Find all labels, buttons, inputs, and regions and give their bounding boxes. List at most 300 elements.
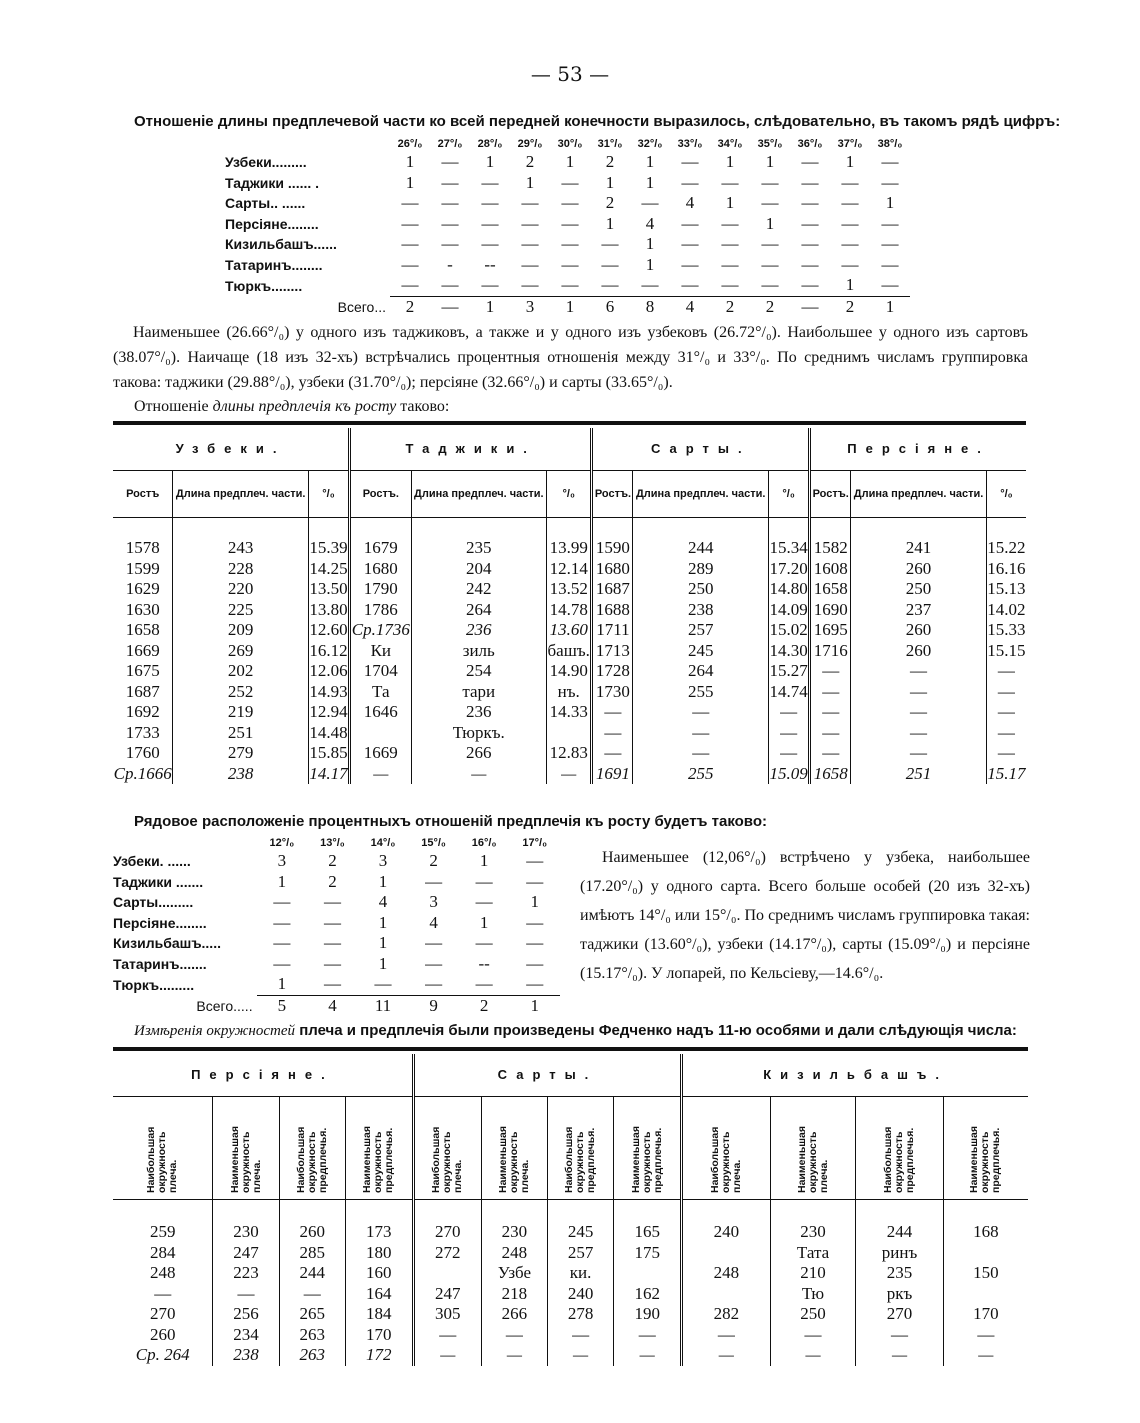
cell: 12.60 <box>309 620 348 640</box>
cell: — <box>881 213 899 233</box>
cell: — <box>561 213 579 233</box>
cell: 266 <box>411 743 547 764</box>
cell: 1704 <box>350 661 411 682</box>
sub-header <box>279 1097 345 1200</box>
cell: — <box>881 234 899 254</box>
cell: — <box>401 234 419 254</box>
col-header: 34°/₀ <box>717 138 743 150</box>
total-cell: 6 <box>590 296 630 317</box>
cell <box>943 1243 1028 1264</box>
group-header: Сарты. <box>413 1054 681 1097</box>
col-header: 29°/₀ <box>517 138 543 150</box>
cell: 4 <box>429 912 438 932</box>
cell: — <box>413 1345 481 1366</box>
spacer-cell <box>173 518 309 539</box>
cell: — <box>851 682 987 703</box>
sub-header <box>770 1097 856 1200</box>
col-header: 32°/₀ <box>637 138 663 150</box>
total-cell: — <box>430 296 470 317</box>
cell: 15.85 <box>309 743 348 763</box>
cell: 1 <box>845 152 855 172</box>
row-label: Узбеки. ...... <box>113 853 191 870</box>
table4-caption-italic: Измѣренія окружностей <box>134 1023 296 1039</box>
cell: — <box>481 213 499 233</box>
cell: — <box>681 275 699 295</box>
cell: — <box>425 871 443 891</box>
cell: 259 <box>149 1222 176 1242</box>
cell: 3 <box>277 851 287 871</box>
cell: 1 <box>378 953 388 973</box>
cell: — <box>761 193 779 213</box>
cell: — <box>401 254 419 274</box>
table2-top-rule <box>113 421 1026 425</box>
cell: 1669 <box>350 743 411 764</box>
table-row <box>113 1243 1028 1264</box>
cell: 289 <box>633 559 769 580</box>
cell: 1608 <box>810 559 851 580</box>
sub-header: °/₀ <box>308 471 349 518</box>
cell: ки. <box>548 1263 614 1284</box>
row-label: Сарты.. ...... <box>225 195 306 212</box>
cell: — <box>810 723 851 744</box>
sub-header: Длина предплеч. части. <box>411 471 547 518</box>
table-row <box>225 152 910 173</box>
spacer-cell <box>113 1200 213 1223</box>
cell: — <box>761 172 779 192</box>
cell: 1687 <box>592 579 633 600</box>
table1-caption: Отношеніе длины предплечевой части ко всей передней конечности выразилось, слѣдовательно, въ такомъ рядѣ цифръ: <box>134 113 1061 130</box>
cell: 236 <box>411 620 547 641</box>
total-cell: — <box>790 296 830 317</box>
cell: — <box>986 743 1026 764</box>
cell: Тю <box>770 1284 856 1305</box>
cell: 15.02 <box>769 620 808 640</box>
cell: — <box>841 254 859 274</box>
cell: — <box>881 172 899 192</box>
cell: — <box>411 764 547 785</box>
sub-header: Длина предплеч. части. <box>851 471 987 518</box>
cell: 13.50 <box>309 579 348 599</box>
cell: 15.39 <box>309 538 348 558</box>
cell: 12.94 <box>309 702 348 722</box>
cell: 305 <box>413 1304 481 1325</box>
col-header: 31°/₀ <box>597 138 623 150</box>
cell: — <box>769 723 810 744</box>
cell: 1687 <box>125 681 160 701</box>
cell: Тюркъ. <box>411 723 547 744</box>
group-header: Кизильбашъ. <box>682 1054 1028 1097</box>
cell: 4 <box>378 892 388 912</box>
cell: 1680 <box>350 559 411 580</box>
cell <box>682 1284 770 1305</box>
cell: 230 <box>770 1222 856 1243</box>
cell: 228 <box>173 559 309 580</box>
cell: — <box>441 213 459 233</box>
table-row <box>113 913 560 934</box>
cell: 1 <box>765 152 775 172</box>
cell: 264 <box>411 600 547 621</box>
spacer-cell <box>851 518 987 539</box>
cell: — <box>682 1325 770 1346</box>
table-row <box>113 1263 1028 1284</box>
spacer-cell <box>308 518 349 539</box>
cell: — <box>592 723 633 744</box>
cell: 252 <box>173 682 309 703</box>
cell: 1630 <box>125 599 160 619</box>
cell: — <box>810 702 851 723</box>
cell: 202 <box>173 661 309 682</box>
cell: — <box>841 172 859 192</box>
table2-caption <box>134 398 449 416</box>
cell: 14.78 <box>547 600 592 621</box>
cell: 1760 <box>125 743 160 763</box>
cell: 269 <box>173 641 309 662</box>
cell: 1691 <box>592 764 633 785</box>
cell: — <box>986 661 1026 682</box>
cell: — <box>561 254 579 274</box>
spacer-cell <box>682 1200 770 1223</box>
cell: 1 <box>845 275 855 295</box>
cell: 14.80 <box>769 579 808 599</box>
cell: Ср.1736 <box>350 620 411 641</box>
table3-percent-distribution <box>113 835 560 1016</box>
cell: 279 <box>173 743 309 764</box>
cell: — <box>943 1325 1028 1346</box>
total-cell: 4 <box>307 995 358 1016</box>
cell: 247 <box>413 1284 481 1305</box>
spacer-row <box>113 518 1026 539</box>
cell: 1786 <box>350 600 411 621</box>
cell: 15.17 <box>987 763 1026 783</box>
table-row <box>113 600 1026 621</box>
table-row <box>113 872 560 893</box>
cell: — <box>801 193 819 213</box>
cell: 247 <box>213 1243 279 1264</box>
cell: — <box>441 275 459 295</box>
table-row <box>225 214 910 235</box>
cell: — <box>770 1345 856 1366</box>
cell: 1690 <box>810 600 851 621</box>
cell: 243 <box>173 538 309 559</box>
spacer-cell <box>548 1200 614 1223</box>
cell: — <box>986 702 1026 723</box>
cell: 1 <box>605 172 615 192</box>
cell: — <box>526 953 544 973</box>
table-row <box>113 851 560 872</box>
cell: — <box>810 682 851 703</box>
cell: 260 <box>851 620 987 641</box>
cell: — <box>601 234 619 254</box>
cell: -- <box>478 953 490 973</box>
cell: 13.60 <box>547 620 592 641</box>
cell: 1675 <box>125 661 160 681</box>
cell: — <box>401 275 419 295</box>
sub-header <box>943 1097 1028 1200</box>
cell: — <box>547 764 592 785</box>
sub-header: °/₀ <box>769 471 810 518</box>
spacer-row <box>113 1200 1028 1223</box>
cell: 14.90 <box>547 661 592 682</box>
table-row <box>113 641 1026 662</box>
cell: 1 <box>525 172 535 192</box>
cell: 184 <box>345 1304 413 1325</box>
total-cell: 2 <box>830 296 870 317</box>
cell: — <box>475 933 493 953</box>
sub-header-text: Наибольшая окружность предплечья. <box>882 1126 917 1193</box>
cell: — <box>521 234 539 254</box>
sub-header-text: Наибольшая окружность плеча. <box>430 1126 465 1193</box>
cell: Тата <box>770 1243 856 1264</box>
sub-header <box>113 1097 213 1200</box>
cell: 278 <box>548 1304 614 1325</box>
col-header: 16°/₀ <box>471 837 497 849</box>
spacer-cell <box>614 1200 682 1223</box>
cell: 235 <box>411 538 547 559</box>
col-header: 28°/₀ <box>477 138 503 150</box>
cell: 13.80 <box>309 599 348 619</box>
cell: — <box>475 892 493 912</box>
sub-header-text: Наименьшая окружность предплечья. <box>361 1125 396 1193</box>
sub-header: Ростъ. <box>810 471 851 518</box>
total-cell: 2 <box>710 296 750 317</box>
table-row <box>113 723 1026 744</box>
cell: — <box>273 933 291 953</box>
cell: — <box>425 953 443 973</box>
total-cell: 2 <box>459 995 510 1016</box>
cell: — <box>441 193 459 213</box>
cell: — <box>526 851 544 871</box>
cell: 2 <box>328 871 337 891</box>
cell: 1679 <box>350 538 411 559</box>
cell: 220 <box>173 579 309 600</box>
total-row <box>225 296 910 317</box>
total-label: Всего... <box>337 298 386 315</box>
spacer-cell <box>481 1200 547 1223</box>
spacer-cell <box>986 518 1026 539</box>
sub-header-text: Наибольшая окружность предплечья. <box>294 1126 329 1193</box>
cell: 14.93 <box>309 681 348 701</box>
cell: 223 <box>213 1263 279 1284</box>
cell: Та <box>350 682 411 703</box>
row-label: Кизильбашъ..... <box>113 935 221 952</box>
spacer-cell <box>350 518 411 539</box>
total-cell: 2 <box>390 296 430 317</box>
cell: - <box>447 254 453 274</box>
sub-header <box>614 1097 682 1200</box>
cell: 170 <box>943 1304 1028 1325</box>
cell: — <box>561 234 579 254</box>
table-row <box>113 1222 1028 1243</box>
cell: 1 <box>565 152 575 172</box>
table4-top-rule <box>113 1047 1028 1051</box>
cell: 15.27 <box>769 661 808 681</box>
cell: — <box>213 1284 279 1305</box>
cell: 250 <box>633 579 769 600</box>
cell: — <box>801 213 819 233</box>
total-cell: 2 <box>750 296 790 317</box>
cell: — <box>614 1325 682 1346</box>
sub-header-text: Наименьшая окружность предплечья. <box>629 1125 664 1193</box>
cell: — <box>323 892 341 912</box>
cell: — <box>721 172 739 192</box>
cell: 16.12 <box>309 640 348 660</box>
cell: 1730 <box>592 682 633 703</box>
cell: 238 <box>173 764 309 785</box>
cell: — <box>681 254 699 274</box>
row-label: Сарты......... <box>113 894 194 911</box>
spacer-cell <box>592 518 633 539</box>
row-label: Таджики ....... <box>113 873 204 890</box>
col-header: 17°/₀ <box>522 837 548 849</box>
cell: — <box>561 193 579 213</box>
cell: 264 <box>633 661 769 682</box>
table2-forearm-to-height <box>113 428 1026 784</box>
cell: — <box>521 254 539 274</box>
row-label: Кизильбашъ...... <box>225 236 337 253</box>
sub-header: Длина предплеч. части. <box>173 471 309 518</box>
cell: — <box>810 743 851 764</box>
cell: 1 <box>479 851 489 871</box>
cell: 265 <box>279 1304 345 1325</box>
table-row <box>113 1325 1028 1346</box>
cell: 260 <box>851 559 987 580</box>
spacer-cell <box>547 518 592 539</box>
cell: 14.17 <box>309 763 348 783</box>
cell: 1 <box>725 152 735 172</box>
cell: 190 <box>614 1304 682 1325</box>
sub-header-text: Наименьшая окружность предплечья. <box>968 1125 1003 1193</box>
total-cell: 1 <box>470 296 510 317</box>
cell: 1713 <box>592 641 633 662</box>
sub-header: Ростъ. <box>350 471 411 518</box>
cell: — <box>441 172 459 192</box>
cell: — <box>592 743 633 764</box>
total-label: Всего..... <box>196 997 253 1014</box>
spacer-cell <box>279 1200 345 1223</box>
cell: — <box>633 702 769 723</box>
cell: 225 <box>173 600 309 621</box>
group-header: Персіяне. <box>810 428 1026 471</box>
table-row <box>113 1304 1028 1325</box>
cell: — <box>481 234 499 254</box>
cell: 1 <box>645 172 655 192</box>
spacer-cell <box>856 1200 943 1223</box>
cell: 1590 <box>592 538 633 559</box>
cell: 1 <box>485 152 495 172</box>
total-cell: 4 <box>670 296 710 317</box>
cell: 1 <box>645 152 655 172</box>
col-header: 15°/₀ <box>421 837 446 849</box>
sub-header <box>413 1097 481 1200</box>
cell: — <box>770 1325 856 1346</box>
cell: 1629 <box>125 579 160 599</box>
cell: — <box>681 172 699 192</box>
cell <box>614 1263 682 1284</box>
cell: 13.99 <box>547 538 592 559</box>
cell: — <box>526 933 544 953</box>
cell: 14.25 <box>309 558 348 578</box>
cell: — <box>526 974 544 994</box>
cell: — <box>681 234 699 254</box>
cell: — <box>986 723 1026 744</box>
cell: 1692 <box>125 702 160 722</box>
sub-header: °/₀ <box>986 471 1026 518</box>
table-row <box>225 193 910 214</box>
cell: 266 <box>481 1304 547 1325</box>
cell: 162 <box>614 1284 682 1305</box>
group-header: Узбеки. <box>113 428 350 471</box>
cell: 12.14 <box>547 559 592 580</box>
spacer-cell <box>413 1200 481 1223</box>
cell: 242 <box>411 579 547 600</box>
cell: — <box>601 275 619 295</box>
cell: — <box>273 953 291 973</box>
cell: 1658 <box>810 764 851 785</box>
cell: 256 <box>213 1304 279 1325</box>
sub-header: Ростъ <box>113 471 173 518</box>
cell: 1733 <box>125 722 160 742</box>
table2-caption-suffix: таково: <box>396 398 450 415</box>
cell: 168 <box>943 1222 1028 1243</box>
cell: 244 <box>279 1263 345 1284</box>
cell: 14.09 <box>769 599 808 619</box>
cell: 1 <box>378 912 388 932</box>
cell: — <box>986 682 1026 703</box>
cell: — <box>761 234 779 254</box>
cell: -- <box>484 254 496 274</box>
spacer-cell <box>769 518 810 539</box>
cell: — <box>721 254 739 274</box>
cell: — <box>413 1325 481 1346</box>
cell: — <box>441 234 459 254</box>
cell: 285 <box>279 1243 345 1264</box>
cell: зиль <box>411 641 547 662</box>
cell: — <box>761 275 779 295</box>
col-header: 35°/₀ <box>757 138 783 150</box>
cell: — <box>521 193 539 213</box>
cell: — <box>681 152 699 172</box>
table-row <box>113 538 1026 559</box>
cell: — <box>561 275 579 295</box>
cell: — <box>526 912 544 932</box>
sub-header: Длина предплеч. части. <box>633 471 769 518</box>
col-header: 12°/₀ <box>269 837 295 849</box>
table-row <box>113 1284 1028 1305</box>
cell: 263 <box>279 1345 345 1366</box>
cell: 263 <box>279 1325 345 1346</box>
cell: 245 <box>633 641 769 662</box>
cell: — <box>481 172 499 192</box>
table2-caption-prefix: Отношеніе <box>134 398 213 415</box>
cell: — <box>641 275 659 295</box>
cell: 204 <box>411 559 547 580</box>
cell: Ср. 264 <box>135 1345 190 1365</box>
cell: 1599 <box>125 558 160 578</box>
cell: 1688 <box>592 600 633 621</box>
table-row <box>225 255 910 276</box>
table-row <box>113 933 560 954</box>
cell: 3 <box>429 892 438 912</box>
col-header: 38°/₀ <box>877 138 903 150</box>
group-header: Персіяне. <box>113 1054 413 1097</box>
table4-arm-circumference <box>113 1054 1028 1366</box>
cell: — <box>273 892 291 912</box>
col-header: 33°/₀ <box>677 138 703 150</box>
cell: — <box>841 213 859 233</box>
cell: 1728 <box>592 661 633 682</box>
cell: — <box>856 1325 943 1346</box>
table-row <box>225 275 910 296</box>
